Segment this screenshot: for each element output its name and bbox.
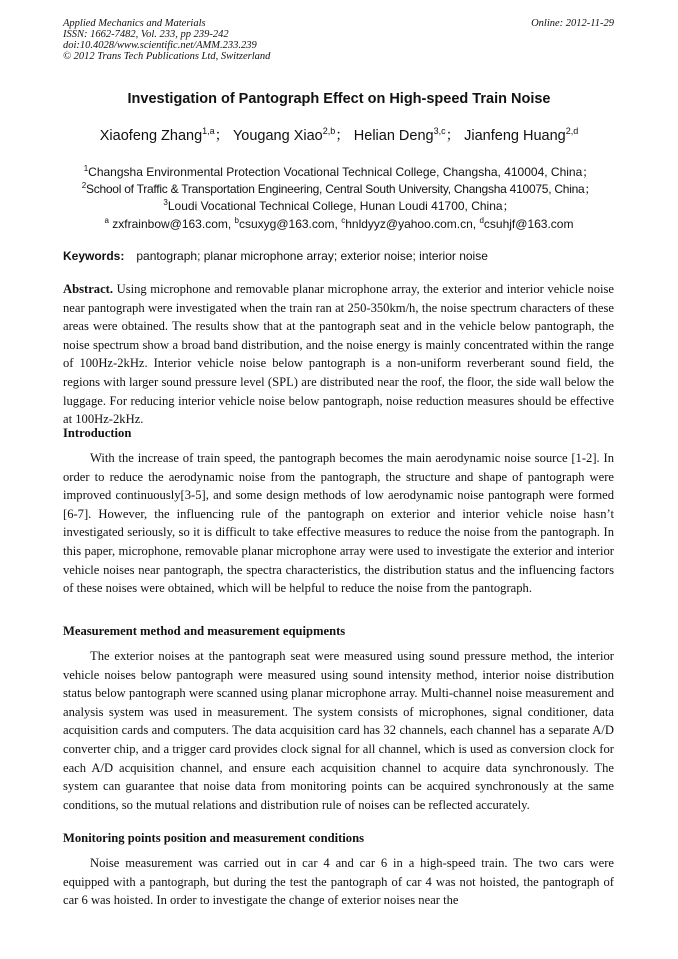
paper-title: Investigation of Pantograph Effect on High-speed Train Noise xyxy=(127,91,551,107)
author-list xyxy=(0,124,678,145)
affiliation xyxy=(0,195,678,214)
author-name: Jianfeng Huang xyxy=(464,128,566,144)
journal-copyright: © 2012 Trans Tech Publications Ltd, Switzerland xyxy=(63,51,271,62)
section-body-introduction xyxy=(63,449,614,598)
section-heading-measurement-method: Measurement method and measurement equipments xyxy=(63,624,346,638)
keywords xyxy=(63,249,488,263)
author-affiliation-mark: 1,a xyxy=(202,126,215,137)
online-date: Online: 2012-11-29 xyxy=(531,18,614,29)
journal-issn: ISSN: 1662-7482, Vol. 233, pp 239-242 xyxy=(63,29,229,40)
journal-header xyxy=(63,18,270,62)
keywords-text: pantograph; planar microphone array; exterior noise; interior noise xyxy=(136,249,488,263)
author-separator: ； xyxy=(445,128,461,144)
section-heading-monitoring-points: Monitoring points position and measurement conditions xyxy=(63,831,365,845)
section-heading-introduction: Introduction xyxy=(63,426,132,440)
keywords-label: Keywords: xyxy=(63,249,125,263)
author-name: Xiaofeng Zhang xyxy=(99,128,203,144)
affiliation-text: School of Traffic & Transportation Engineering, Central South University, Changsha 410075, China； xyxy=(85,182,597,196)
paragraph: The exterior noises at the pantograph seat were measured using sound pressure method, the interior vehicle noises below pantograph were measured using sound intensity method, interior noise distribution status below pantograph were scanned using planar microphone array. Multi-channel noise measurement and analysis system was used in measurement. The system consists of microphones, signal conditioner, data acquisition cards and computers. The data acquisition card has 32 channels, each channel has a separate A/D converter chip, and a trigger card provides clock signal for all channel, which is used as conversion clock for each A/D acquisition channel, and ensure each acquisition channel to acquire data synchronously. The system can guarantee that noise data from monitoring points can be acquired synchronously at the same conditions, so the mutual relations and distribution rule of noises can be reflected accurately. xyxy=(63,649,614,812)
section-body-monitoring-points xyxy=(63,854,614,910)
paragraph: Noise measurement was carried out in car 4 and car 6 in a high-speed train. The two cars were equipped with a pantograph, but during the test the pantograph of car 4 was not hoisted, the pantograph of car 6 was hoisted. In order to investigate the change of exterior noises near the xyxy=(63,856,614,908)
author-name: Yougang Xiao xyxy=(232,128,323,144)
affiliation-text: Loudi Vocational Technical College, Hunan Loudi 41700, China； xyxy=(167,199,515,213)
email-mark: b xyxy=(234,216,239,225)
email-address: zxfrainbow@163.com, xyxy=(112,217,235,231)
affiliation-mark: 1 xyxy=(83,164,89,173)
journal-name: Applied Mechanics and Materials xyxy=(63,18,206,29)
author-separator: ； xyxy=(214,128,230,144)
paragraph: With the increase of train speed, the pantograph becomes the main aerodynamic noise source [1-2]. In order to reduce the aerodynamic noise from the pantograph, the structure and shape of pantograph were improved continuously[3-5], and some design methods of low aerodynamic noise pantograph were formed [6-7]. However, the influencing rule of the pantograph on exterior and interior vehicle noise hasn’t investigated seriously, so it is difficult to take effective measures to reduce the noise from the pantograph. In this paper, microphone, removable planar microphone array were used to investigate the exterior and interior vehicle noises near pantograph, the spectra characteristics, the distribution status and the influencing factors of these noises were obtained, which will be helpful to reduce the noise from the pantograph. xyxy=(63,451,614,596)
abstract-label: Abstract. xyxy=(63,282,114,296)
affiliation-mark: 2 xyxy=(81,181,86,190)
email-mark: a xyxy=(104,216,109,225)
affiliation-mark: 3 xyxy=(163,198,168,207)
author-name: Helian Deng xyxy=(353,128,434,144)
section-body-measurement-method xyxy=(63,647,614,814)
author-affiliation-mark: 3,c xyxy=(433,126,446,137)
author-affiliation-mark: 2,d xyxy=(565,126,579,137)
email-list xyxy=(0,213,678,232)
email-mark: d xyxy=(479,216,484,225)
email-address: csuxyg@163.com, xyxy=(238,217,342,231)
author-separator: ； xyxy=(335,128,350,144)
author-affiliation-mark: 2,b xyxy=(322,126,336,137)
email-mark: c xyxy=(341,216,346,225)
abstract-text: Using microphone and removable planar microphone array, the exterior and interior vehicle noise near pantograph were investigated when the train ran at 250-350km/h, the noise spectrum characters of these areas were obtained. The results show that at the pantograph seat and in the vehicle below pantograph, the noise spectrum show a broad band distribution, and the noise energy is mainly concentrated within the range of 100Hz-2kHz. Interior vehicle noise below pantograph is a non-uniform reverberant sound field, the regions with larger sound pressure level (SPL) are distributed near the roof, the floor, the side wall below the luggage. For reducing interior vehicle noise below pantograph, noise reduction measures should be effective at 100Hz-2kHz. xyxy=(63,282,614,427)
abstract xyxy=(63,280,614,429)
email-address: hnldyyz@yahoo.com.cn, xyxy=(345,217,480,231)
journal-doi: doi:10.4028/www.scientific.net/AMM.233.239 xyxy=(63,40,257,51)
email-address: csuhjf@163.com xyxy=(483,217,574,231)
affiliation-text: Changsha Environmental Protection Vocational Technical College, Changsha, 410004, China； xyxy=(88,165,595,179)
